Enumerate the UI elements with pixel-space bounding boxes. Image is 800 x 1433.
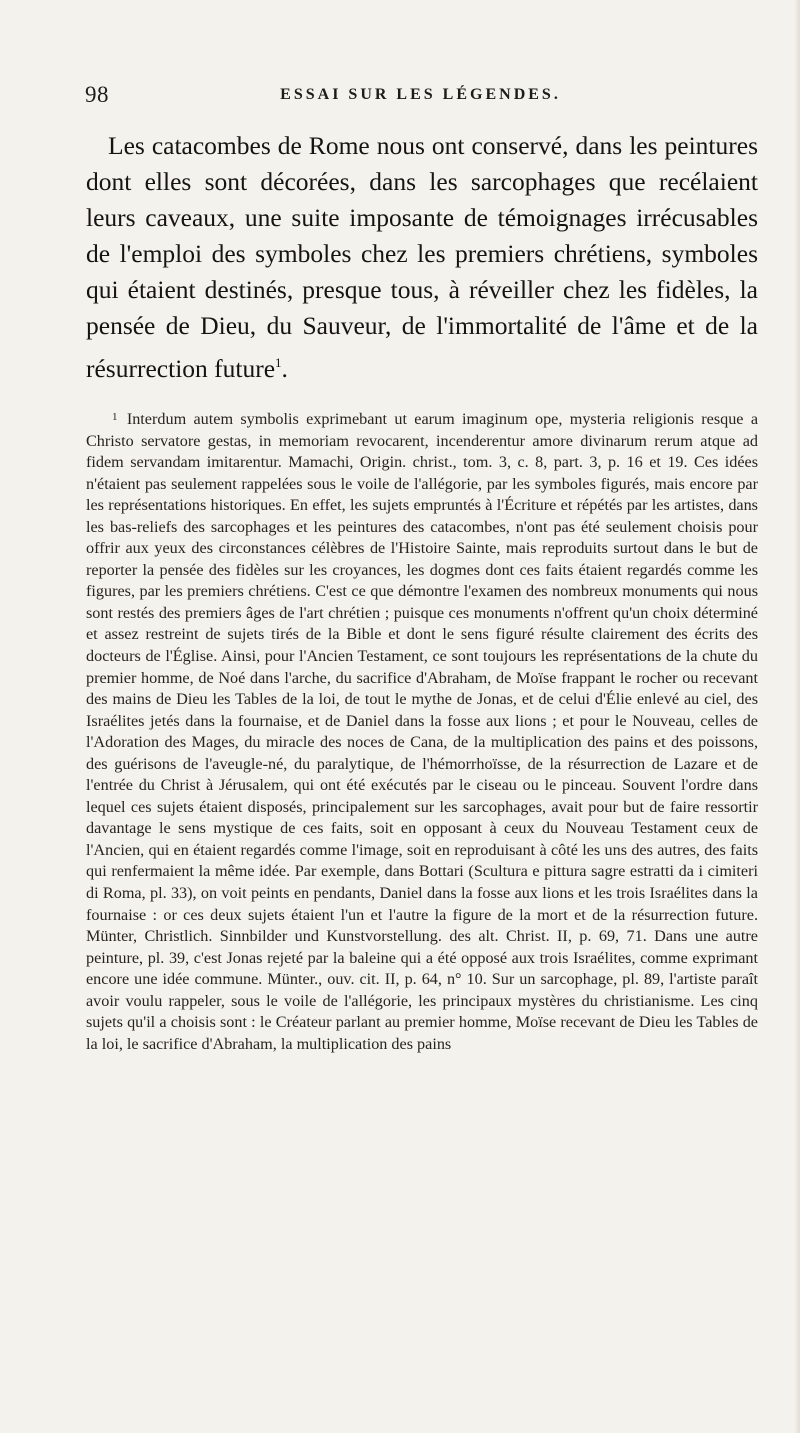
scan-edge-shadow: [794, 0, 800, 1433]
page-header: [85, 82, 756, 118]
footnote-reference[interactable]: 1: [275, 354, 282, 370]
main-paragraph-text: Les catacombes de Rome nous ont conservé, dans les peintures dont elles sont décorées, dans les sarcophages que recélaient leurs caveaux, une suite imposante de témoignages irrécusables de l'emploi des symboles chez les premiers chrétiens, symboles qui étaient destinés, presque tous, à réveiller chez les fidèles, la pensée de Dieu, du Sauveur, de l'immortalité de l'âme et de la résurrection future: [86, 131, 758, 383]
footnote-mark: 1: [112, 411, 118, 423]
page-number: 98: [85, 82, 109, 107]
footnote-text: Interdum autem symbolis exprimebant ut earum imaginum ope, mysteria religionis resque a Christo servatore gestas, in memoriam revocarent, incenderentur amore divinarum rerum atque ad fidem servandam imitarentur. Mamachi, Origin. christ., tom. 3, c. 8, part. 3, p. 16 et 19. Ces idées n'étaient pas seulement rappelées sous le voile de l'allégorie, par les symboles figurés, mais encore par les représentations historiques. En effet, les sujets empruntés à l'Écriture et répétés par les artistes, dans les bas-reliefs des sarcophages et les peintures des catacombes, n'ont pas été seulement choisis pour offrir aux yeux des circonstances célèbres de l'Histoire Sainte, mais reproduits surtout dans le but de reporter la pensée des fidèles sur les croyances, les dogmes dont ces faits étaient regardés comme les figures, par les premiers chrétiens. C'est ce que démontre l'examen des nombreux monuments qui nous sont restés des premiers âges de l'art chrétien ; puisque ces monuments n'offrent qu'un choix déterminé et assez restreint de sujets tirés de la Bible et dont le sens figuré résulte clairement des écrits des docteurs de l'Église. Ainsi, pour l'Ancien Testament, ce sont toujours les représentations de la chute du premier homme, de Noé dans l'arche, du sacrifice d'Abraham, de Moïse frappant le rocher ou recevant des mains de Dieu les Tables de la loi, de tout le mythe de Jonas, et de celui d'Élie enlevé au ciel, des Israélites jetés dans la fournaise, et de Daniel dans la fosse aux lions ; et pour le Nouveau, celles de l'Adoration des Mages, du miracle des noces de Cana, de la multiplication des pains et des poissons, des guérisons de l'aveugle-né, du paralytique, de l'hémorrhoïsse, de la résurrection de Lazare et de l'entrée du Christ à Jérusalem, qui ont été exécutés par le ciseau ou le pinceau. Souvent l'ordre dans lequel ces sujets étaient disposés, principalement sur les sarcophages, avait pour but de faire ressortir davantage le sens mystique de ces faits, soit en opposant à ceux du Nouveau Testament ceux de l'Ancien, qui en étaient regardés comme l'image, soit en reproduisant à côté les uns des autres, des faits qui renfermaient la même idée. Par exemple, dans Bottari (Scultura e pittura sagre estratti da i cimiteri di Roma, pl. 33), on voit peints en pendants, Daniel dans la fosse aux lions et les trois Israélites dans la fournaise : or ces deux sujets étaient l'un et l'autre la figure de la mort et de la résurrection future. Münter, Christlich. Sinnbilder und Kunstvorstellung. des alt. Christ. II, p. 69, 71. Dans une autre peinture, pl. 39, c'est Jonas rejeté par la baleine qui a été opposé aux trois Israélites, comme exprimant encore une idée commune. Münter., ouv. cit. II, p. 64, n° 10. Sur un sarcophage, pl. 89, l'artiste paraît avoir voulu rappeler, sous le voile de l'allégorie, les principaux mystères du christianisme. Les cinq sujets qu'il a choisis sont : le Créateur parlant au premier homme, Moïse recevant de Dieu les Tables de la loi, le sacrifice d'Abraham, la multiplication des pains: [86, 410, 758, 1053]
paragraph-end-punctuation: .: [281, 353, 288, 383]
running-title: ESSAI SUR LES LÉGENDES.: [280, 86, 561, 103]
main-paragraph: [86, 128, 758, 387]
footnote: [86, 407, 758, 1055]
